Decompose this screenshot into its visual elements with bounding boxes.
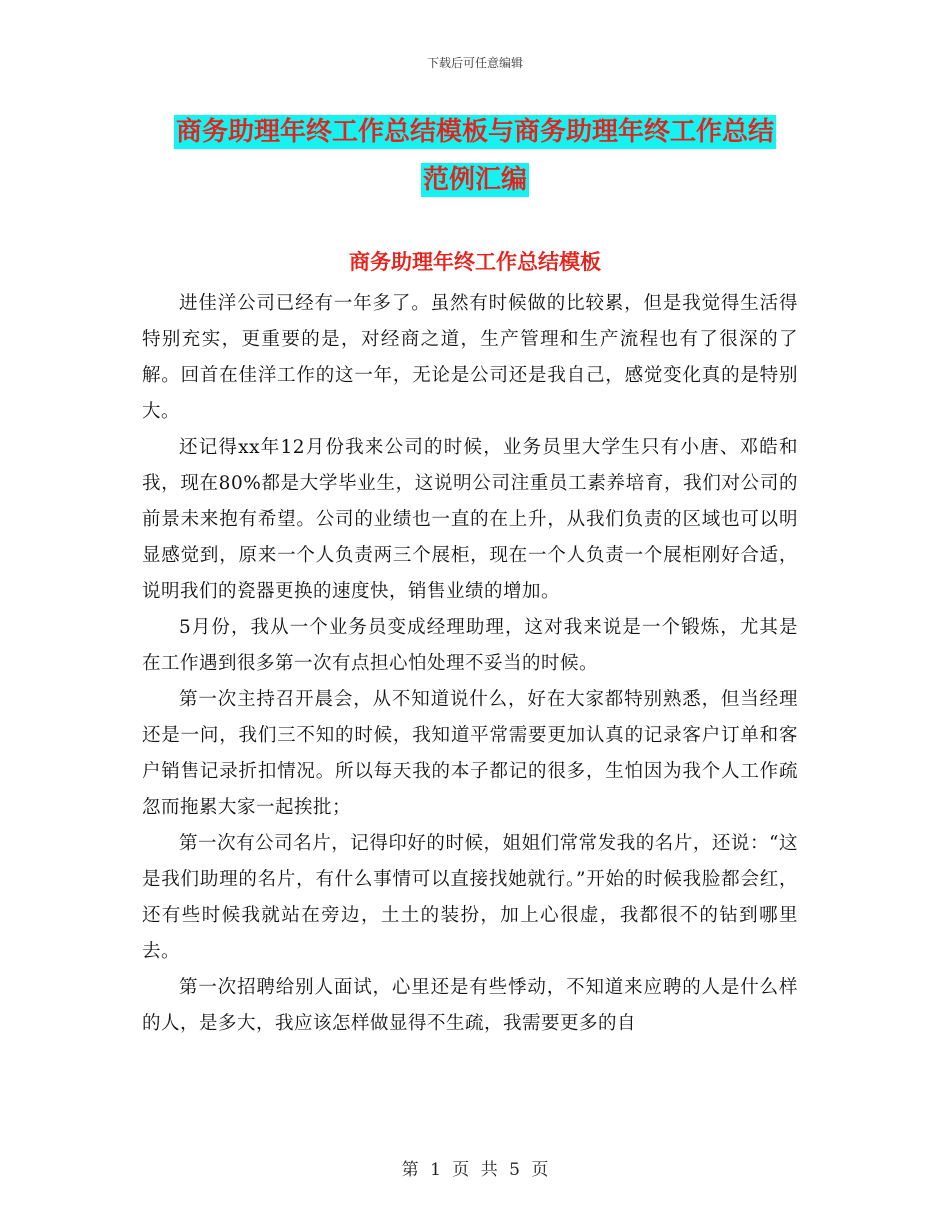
body-text [142, 286, 798, 1042]
paragraph: 还记得xx年12月份我来公司的时候，业务员里大学生只有小唐、邓皓和我，现在80%都是大学毕业生，这说明公司注重员工素养培育，我们对公司的前景未来抱有希望。公司的业绩也一直的在上升，从我们负责的区域也可以明显感觉到，原来一个人负责两三个展柜，现在一个人负责一个展柜刚好合适，说明我们的瓷器更换的速度快，销售业绩的增加。 [142, 437, 798, 602]
paragraph: 第一次有公司名片，记得印好的时候，姐姐们常常发我的名片，还说：“这是我们助理的名片，有什么事情可以直接找她就行。”开始的时候我脸都会红，还有些时候我就站在旁边，土土的装扮，加上心很虚，我都很不的钻到哪里去。 [142, 833, 798, 962]
paragraph: 第一次招聘给别人面试，心里还是有些悸动，不知道来应聘的人是什么样的人，是多大，我应该怎样做显得不生疏，我需要更多的自 [142, 977, 798, 1034]
header-note: 下载后可任意编辑 [426, 56, 523, 70]
section-title: 商务助理年终工作总结模板 [349, 250, 601, 274]
page-footer: 第 1 页 共 5 页 [401, 1160, 549, 1180]
document-title-line1: 商务助理年终工作总结模板与商务助理年终工作总结 [175, 117, 774, 147]
paragraph: 5月份，我从一个业务员变成经理助理，这对我来说是一个锻炼，尤其是在工作遇到很多第一次有点担心怕处理不妥当的时候。 [142, 617, 798, 674]
document-title-line2: 范例汇编 [422, 165, 527, 195]
paragraph: 进佳洋公司已经有一年多了。虽然有时候做的比较累，但是我觉得生活得特别充实，更重要的是，对经商之道，生产管理和生产流程也有了很深的了解。回首在佳洋工作的这一年，无论是公司还是我自己，感觉变化真的是特别大。 [142, 293, 798, 422]
paragraph: 第一次主持召开晨会，从不知道说什么，好在大家都特别熟悉，但当经理还是一问，我们三不知的时候，我知道平常需要更加认真的记录客户订单和客户销售记录折扣情况。所以每天我的本子都记的很多，生怕因为我个人工作疏忽而拖累大家一起挨批； [142, 689, 798, 818]
document-title [140, 108, 810, 204]
